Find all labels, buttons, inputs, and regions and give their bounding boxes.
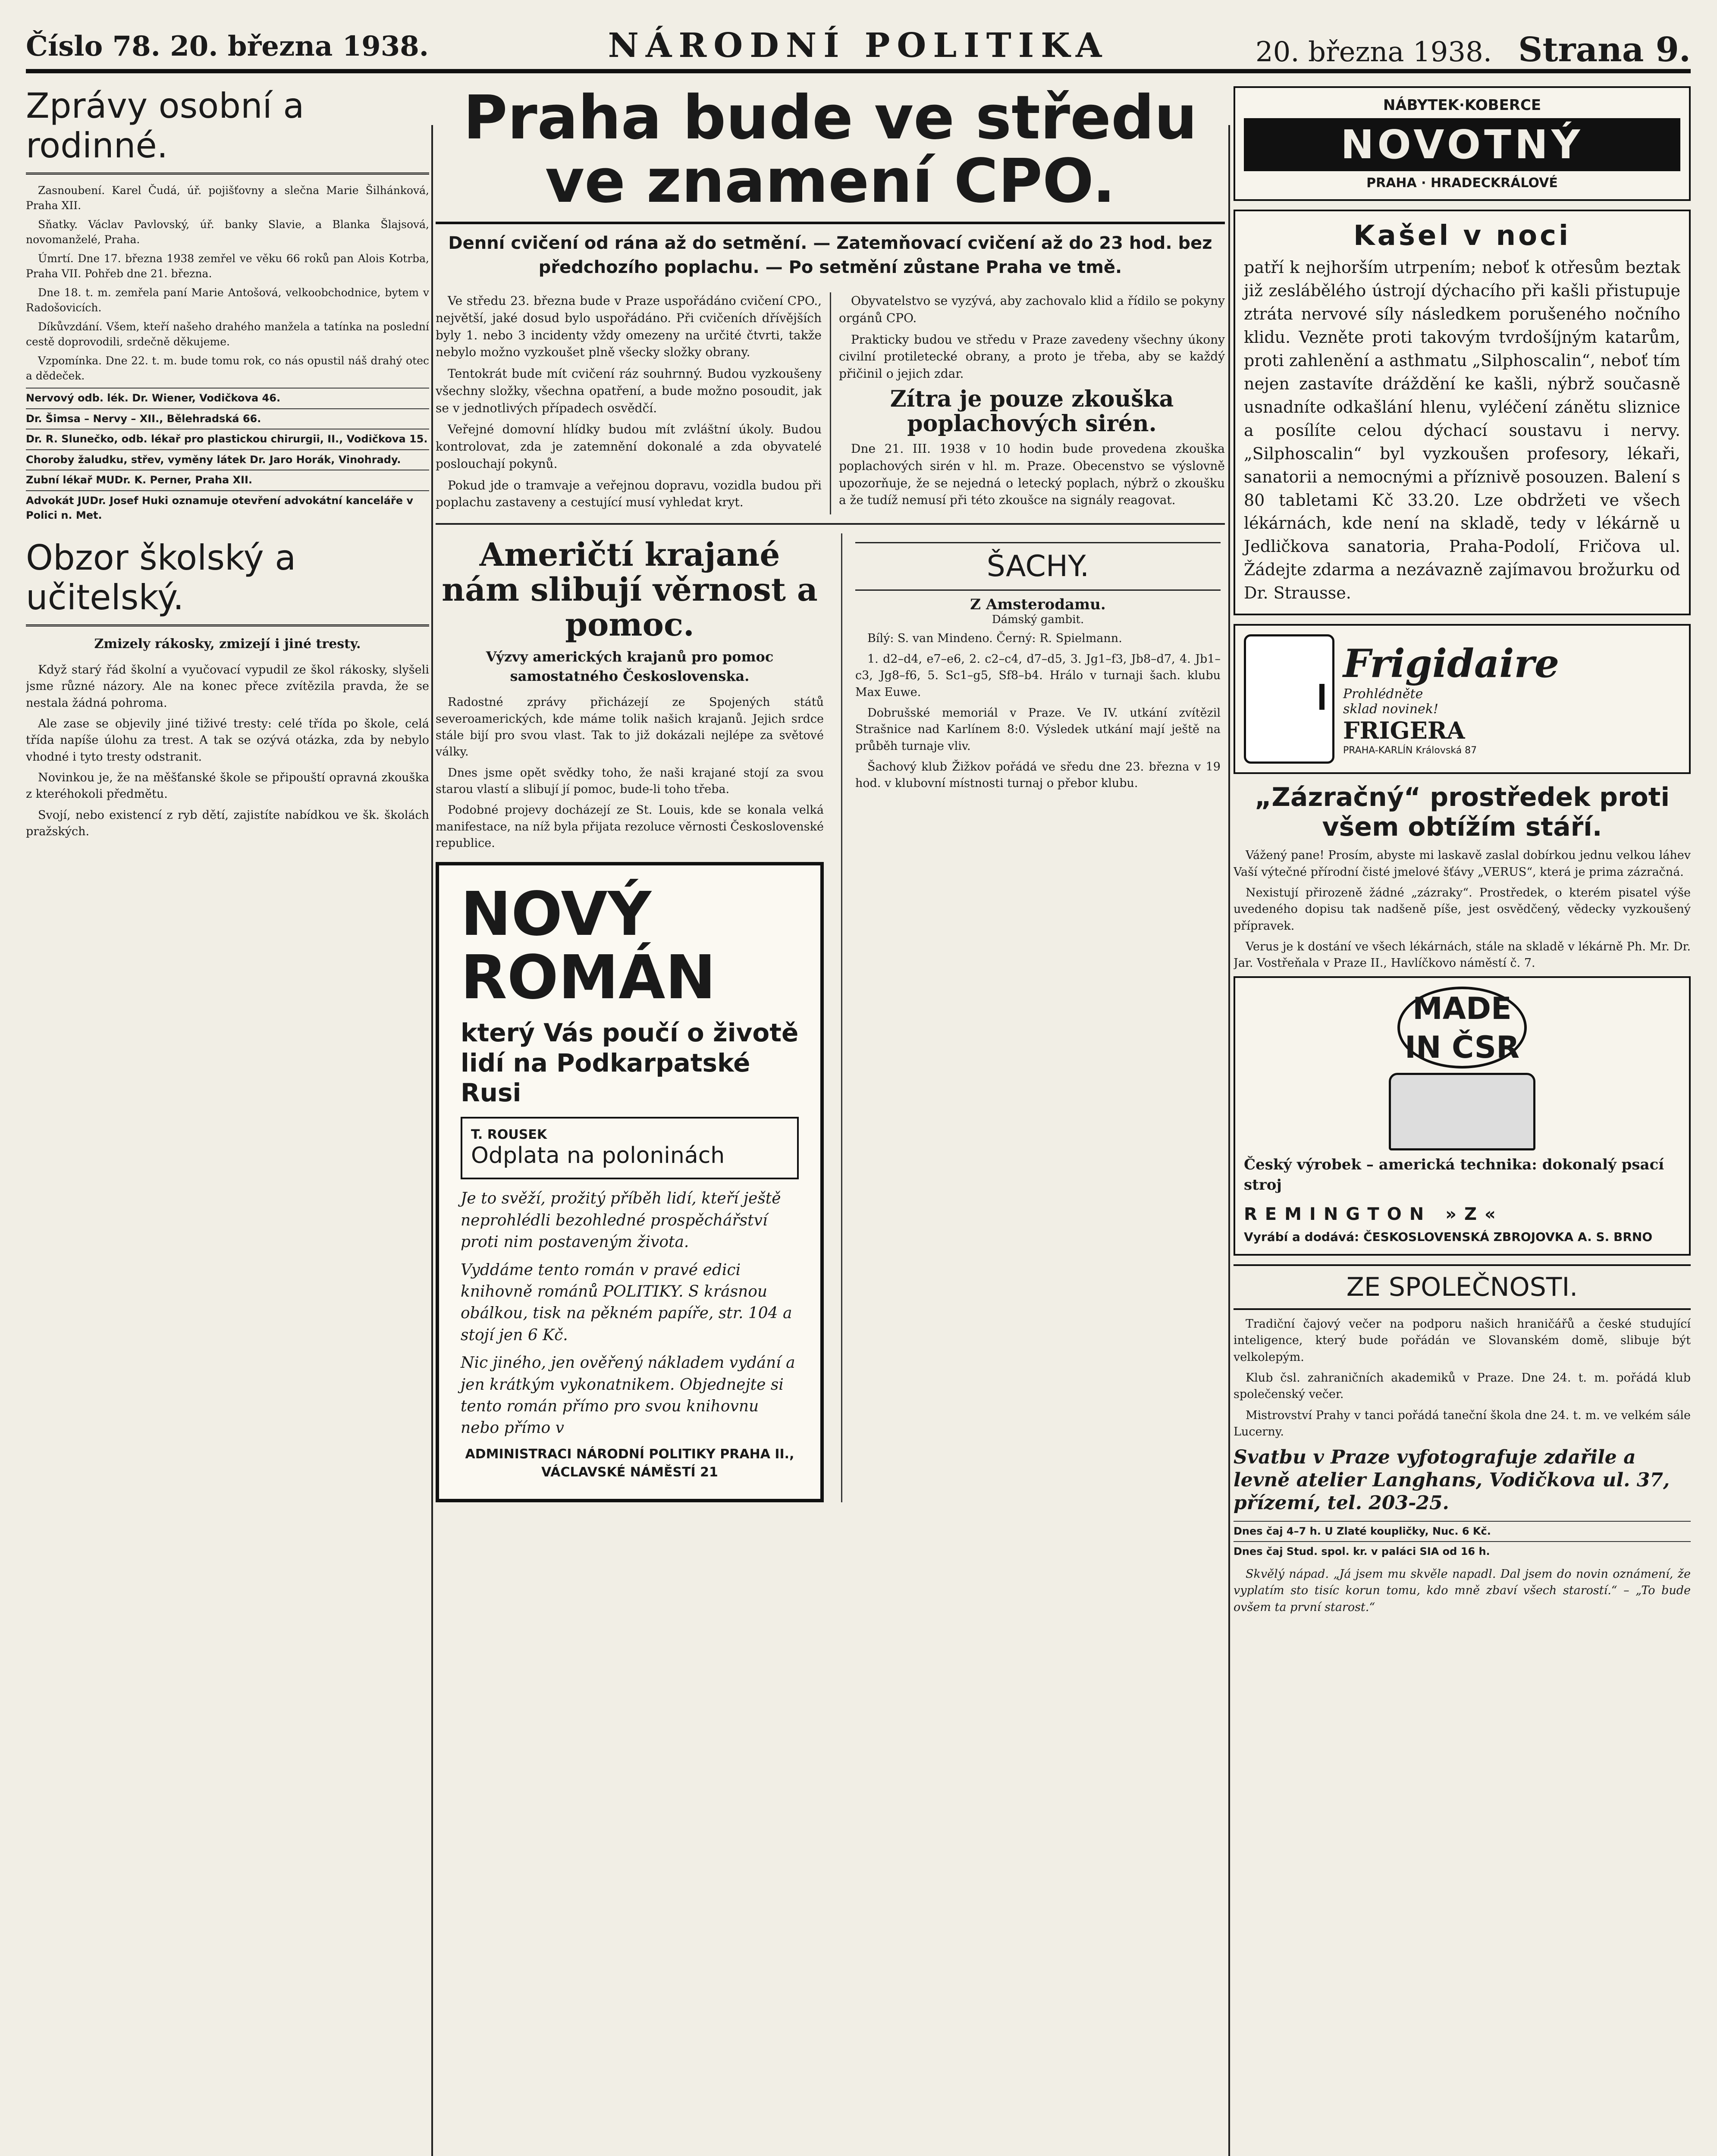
typewriter-illustration bbox=[1389, 1073, 1535, 1150]
article-paragraph: Úmrtí. Dne 17. března 1938 zemřel ve věku 66 roků pan Alois Kotrba, Praha VII. Pohřeb dne 21. března. bbox=[26, 252, 429, 280]
photo-studio-ad: Svatbu v Praze vyfotografuje zdařile a levně atelier Langhans, Vodičkova ul. 37, přízemí, tel. 203-25. bbox=[1234, 1446, 1670, 1514]
section-title-school: Obzor školský a učitelský. bbox=[26, 538, 429, 627]
article-paragraph: Ale zase se objevily jiné tiživé tresty: celé třída po škole, celá třída napíše úlohu za trest. A tak se ozývá otázka, zda by nebylo vhodné i tyto tresty odstranit. bbox=[26, 717, 429, 764]
article-paragraph: Klub čsl. zahraničních akademiků v Praze. Dne 24. t. m. pořádá klub společenský večer. bbox=[1234, 1371, 1691, 1401]
section-title-society: ZE SPOLEČNOSTI. bbox=[1234, 1264, 1691, 1310]
page-number: Strana 9. bbox=[1518, 30, 1691, 69]
classified-ad: Dr. Šimsa – Nervy – XII., Bělehradská 66. bbox=[26, 408, 429, 429]
furniture-advertisement bbox=[1234, 86, 1691, 201]
article-paragraph: Svojí, nebo existencí z ryb dětí, zajistíte nabídkou ve šk. školách pražských. bbox=[26, 808, 429, 839]
furniture-ad-brand: NOVOTNÝ bbox=[1244, 118, 1680, 171]
article-subheadline: Výzvy amerických krajanů pro pomoc samostatného Československa. bbox=[486, 648, 774, 684]
classified-ad: Choroby žaludku, střev, vyměny látek Dr. Jaro Horák, Vinohrady. bbox=[26, 449, 429, 470]
article-paragraph: Dne 21. III. 1938 v 10 hodin bude provedena zkouška poplachových sirén v hl. m. Praze. Obecenstvo se výslovně upozorňuje, že se nejedná o letecký poplach, nýbrž o zkoušku a že tudíž nemusí při této zkoušce na signály reagovat. bbox=[839, 442, 1225, 508]
frigidaire-tagline: Prohlédněte bbox=[1343, 686, 1423, 702]
frigidaire-advertisement bbox=[1234, 624, 1691, 774]
newspaper-title: NÁRODNÍ POLITIKA bbox=[608, 26, 1109, 65]
frigidaire-logo: Frigidaire bbox=[1343, 640, 1560, 686]
article-paragraph: Radostné zprávy přicházejí ze Spojených států severoamerických, kde máme tolik našich krajanů. Jejich srdce stále bijí pro svou vlast. Tak to již dokázali nejlépe za světové války. bbox=[436, 696, 824, 759]
classified-ad: Dr. R. Slunečko, odb. lékař pro plastickou chirurgii, II., Vodičkova 15. bbox=[26, 429, 429, 449]
article-paragraph: Vážený pane! Prosím, abyste mi laskavě zaslal dobírkou jednu velkou láhev Vaší výtečné přírodní čisté jmelové šťávy „VERUS“, která je prima zázračná. bbox=[1234, 849, 1691, 879]
novel-ad-text: Je to svěží, prožitý příběh lidí, kteří ještě neprohlédli bezohledné prospěchářství proti nim postaveným života. bbox=[461, 1190, 781, 1251]
furniture-ad-header: NÁBYTEK·KOBERCE bbox=[1383, 97, 1541, 114]
novel-ad-address: ADMINISTRACI NÁRODNÍ POLITIKY PRAHA II., VÁCLAVSKÉ NÁMĚSTÍ 21 bbox=[465, 1446, 794, 1480]
article-paragraph: Pokud jde o tramvaje a veřejnou dopravu, vozidla budou při poplachu zastaveny a cestující musí vyhledat kryt. bbox=[436, 478, 822, 510]
column-left bbox=[26, 86, 429, 2156]
classified-ad: Advokát JUDr. Josef Huki oznamuje otevření advokátní kanceláře v Polici n. Met. bbox=[26, 490, 429, 525]
column-divider bbox=[1228, 125, 1230, 2156]
novel-ad-text: Nic jiného, jen ověřený nákladem vydání a jen krátkým vykonatnikem. Objednejte si tento román přímo pro svou knihovnu nebo přímo v bbox=[461, 1354, 795, 1437]
frigera-brand: FRIGERA bbox=[1343, 716, 1465, 744]
cough-advertisement bbox=[1234, 210, 1691, 615]
column-center bbox=[436, 86, 1225, 2156]
joke-paragraph: Skvělý nápad. „Já jsem mu skvěle napadl. Dal jsem do novin oznámení, že vyplatím sto tisíc korun tomu, kdo mně zbaví všech starostí.“ – „To bude ovšem ta první starost.“ bbox=[1234, 1567, 1691, 1614]
furniture-ad-cities: PRAHA · HRADECKRÁLOVÉ bbox=[1366, 175, 1558, 191]
article-paragraph: Prakticky budou ve středu v Praze zavedeny všechny úkony civilní protiletecké obrany, a proto je třeba, aby se každý přičinil o jejich zdar. bbox=[839, 332, 1225, 381]
article-paragraph: Nexistují přirozeně žádné „zázraky“. Prostředek, o kterém pisatel výše uvedeného dopisu tak nadšeně píše, jest osvědčený, vědecky vyzkoušený přípravek. bbox=[1234, 886, 1691, 933]
cough-ad-title: Kašel v noci bbox=[1353, 220, 1571, 252]
article-paragraph: Zasnoubení. Karel Čudá, úř. pojišťovny a slečna Marie Šilhánková, Praha XII. bbox=[26, 184, 429, 212]
column-divider bbox=[431, 125, 433, 2156]
article-paragraph: Ve středu 23. března bude v Praze uspořádáno cvičení CPO., největší, jaké dosud bylo uspořádáno. Při cvičeních dřívějších byly 1. nebo 3 incidenty vždy omezeny na určité čtvrti, takže nebylo možno vyzkoušet plně všecky složky obrany. bbox=[436, 294, 822, 360]
novel-ad-text: Vyddáme tento román v pravé edici knihovně románů POLITIKY. S krásnou obálkou, tisk na pěkném papíře, str. 104 a stojí jen 6 Kč. bbox=[461, 1261, 792, 1344]
main-subheadline: Denní cvičení od rána až do setmění. — Zatemňovací cvičení až do 23 hod. bez předchozího poplachu. — Po setmění zůstane Praha ve tmě. bbox=[448, 233, 1212, 277]
column-right bbox=[1234, 86, 1691, 2156]
frigidaire-ad-text bbox=[1343, 641, 1559, 758]
article-headline: Američtí krajané nám slibují věrnost a pomoc. bbox=[442, 536, 818, 644]
article-headline: Zmizely rákosky, zmizejí i jiné tresty. bbox=[94, 636, 361, 652]
article-paragraph: Tradiční čajový večer na podporu našich hraničářů a české studující inteligence, který bude pořádán ve Slovanském domě, slibuje být velkolepým. bbox=[1234, 1317, 1691, 1364]
remington-brand: REMINGTON »Z« bbox=[1244, 1204, 1504, 1224]
novel-title: Odplata na poloninách bbox=[471, 1143, 725, 1169]
classified-ad: Dnes čaj Stud. spol. kr. v paláci SIA od 16 h. bbox=[1234, 1541, 1691, 1562]
novel-cover bbox=[461, 1117, 799, 1179]
article-headline: Zítra je pouze zkouška poplachových sirén. bbox=[890, 385, 1174, 437]
masthead bbox=[26, 22, 1691, 73]
issue-number: Číslo 78. 20. března 1938. bbox=[26, 30, 429, 63]
frigera-address: PRAHA-KARLÍN Královská 87 bbox=[1343, 745, 1477, 756]
article-paragraph: Dne 18. t. m. zemřela paní Marie Antošová, velkoobchodnice, bytem v Radošovicích. bbox=[26, 286, 429, 314]
refrigerator-illustration bbox=[1244, 634, 1334, 764]
main-headline: Praha bude ve středu ve znamení CPO. bbox=[436, 86, 1225, 224]
chess-section-title: ŠACHY. bbox=[855, 542, 1221, 591]
frigidaire-tagline: sklad novinek! bbox=[1343, 701, 1439, 717]
article-paragraph: Dnes jsme opět svědky toho, že naši krajané stojí za svou starou vlastí a slibují jí pomoc, bude-li toho třeba. bbox=[436, 766, 824, 796]
page-date: 20. března 1938. bbox=[1255, 36, 1492, 68]
section-title-personal: Zprávy osobní a rodinné. bbox=[26, 86, 429, 175]
article-paragraph: Novinkou je, že na měšťanské škole se připouští opravná zkouška z kteréhokoli předmětu. bbox=[26, 771, 429, 801]
article-paragraph: Dobrušské memoriál v Praze. Ve IV. utkání zvítězil Strašnice nad Karlínem 8:0. Výsledek utkání mají ještě na průběh turnaje vliv. bbox=[855, 706, 1221, 753]
center-left-subcolumn bbox=[436, 533, 824, 1502]
main-article-body bbox=[436, 292, 1225, 514]
article-paragraph: Šachový klub Žižkov pořádá ve sředu dne 23. března v 19 hod. v klubovní místnosti turnaj o přebor klubu. bbox=[855, 760, 1221, 790]
classified-ad: Zubní lékař MUDr. K. Perner, Praha XII. bbox=[26, 470, 429, 490]
novel-author: T. ROUSEK bbox=[471, 1127, 547, 1143]
chess-players: Bílý: S. van Mindeno. Černý: R. Spielmann. bbox=[867, 631, 1122, 645]
remington-advertisement bbox=[1234, 976, 1691, 1256]
cough-ad-body: patří k nejhorším utrpením; neboť k otřesům beztak již zeslábělého ústrojí dýchacího při kašli přistupuje ztráta nervové síly následkem porušeného nočního klidu. Vezněte proti takovým tvrdošíjným katarům, proti zahlenění a asthmatu „Silphoscalin“, neboť tím nejen zastavíte dráždění ke kašli, nýbrž současně usnadníte odkašlání hlenu, vyléčení zánětu sliznice a posílíte celou dýchací soustavu i nervy. „Silphoscalin“ byl vyzkoušen profesory, lékaři, sanatorii a nemocnými a příznivě posouzen. Balení s 80 tabletami Kč 33.20. Lze obdržeti ve všech lékárnách, kde není na skladě, tedy v lékárně u Jedličkova sanatoria, Praha-Podolí, Fričova ul. Žádejte zdarma a nezávazně zajímavou brožurku od Dr. Strausse. bbox=[1244, 258, 1680, 603]
divider bbox=[436, 523, 1225, 525]
novel-advertisement bbox=[436, 862, 824, 1502]
article-paragraph: Verus je k dostání ve všech lékárnách, stále na skladě v lékárně Ph. Mr. Dr. Jar. Vostřeňala v Praze II., Havlíčkovo náměstí č. 7. bbox=[1234, 940, 1691, 970]
center-right-subcolumn bbox=[841, 533, 1221, 1502]
chess-subtitle: Z Amsterodamu. bbox=[970, 595, 1106, 613]
made-in-csr-badge: MADE IN ČSR bbox=[1397, 987, 1527, 1069]
article-paragraph: Díkůvzdání. Všem, kteří našeho drahého manžela a tatínka na poslední cestě doprovodili, srdečně děkujeme. bbox=[26, 320, 429, 348]
lower-center-area bbox=[436, 533, 1225, 1502]
article-paragraph: Podobné projevy docházejí ze St. Louis, kde se konala velká manifestace, na níž byla přijata rezoluce věrnosti Československé republice. bbox=[436, 803, 824, 850]
classified-ad: Nervový odb. lék. Dr. Wiener, Vodičkova 46. bbox=[26, 388, 429, 408]
article-headline: „Zázračný“ prostředek proti všem obtížím stáří. bbox=[1254, 782, 1670, 843]
novel-ad-tagline: který Vás poučí o životě lidí na Podkarpatské Rusi bbox=[461, 1018, 799, 1108]
article-paragraph: 1. d2–d4, e7–e6, 2. c2–c4, d7–d5, 3. Jg1–f3, Jb8–d7, 4. Jb1–c3, Jg8–f6, 5. Sc1–g5, Sf8–b4. Hrálo v turnaji šach. klubu Max Euwe. bbox=[855, 652, 1221, 699]
classified-ad: Dnes čaj 4–7 h. U Zlaté koupličky, Nuc. 6 Kč. bbox=[1234, 1521, 1691, 1542]
remington-dealer: Vyrábí a dodává: ČESKOSLOVENSKÁ ZBROJOVKA A. S. BRNO bbox=[1244, 1229, 1653, 1244]
article-paragraph: Tentokrát bude mít cvičení ráz souhrnný. Budou vyzkoušeny všechny složky, všechna opatření, a bude možno posoudit, jak se v jednotlivých případech osvědčí. bbox=[436, 367, 822, 415]
remington-lead: Český výrobek – americká technika: dokonalý psací stroj bbox=[1244, 1156, 1664, 1194]
article-paragraph: Vzpomínka. Dne 22. t. m. bude tomu rok, co nás opustil náš drahý otec a dědeček. bbox=[26, 354, 429, 382]
article-paragraph: Obyvatelstvo se vyzývá, aby zachovalo klid a řídilo se pokyny orgánů CPO. bbox=[839, 294, 1225, 325]
page-info bbox=[1256, 30, 1691, 69]
novel-ad-title: NOVÝ ROMÁN bbox=[461, 879, 716, 1013]
article-paragraph: Když starý řád školní a vyučovací vypudil ze škol rákosky, slyšeli jsme různé názory. Ale na konec přece zvítězila pravda, že se nestala žádná pohroma. bbox=[26, 663, 429, 710]
article-paragraph: Veřejné domovní hlídky budou mít zvláštní úkoly. Budou kontrolovat, zda je zatemnění dokonalé a zda obyvatelé poslouchají pokynů. bbox=[436, 422, 822, 471]
chess-opening: Dámský gambit. bbox=[992, 613, 1084, 626]
article-paragraph: Sňatky. Václav Pavlovský, úř. banky Slavie, a Blanka Šlajsová, novomanželé, Praha. bbox=[26, 218, 429, 246]
article-paragraph: Mistrovství Prahy v tanci pořádá taneční škola dne 24. t. m. ve velkém sále Lucerny. bbox=[1234, 1408, 1691, 1438]
